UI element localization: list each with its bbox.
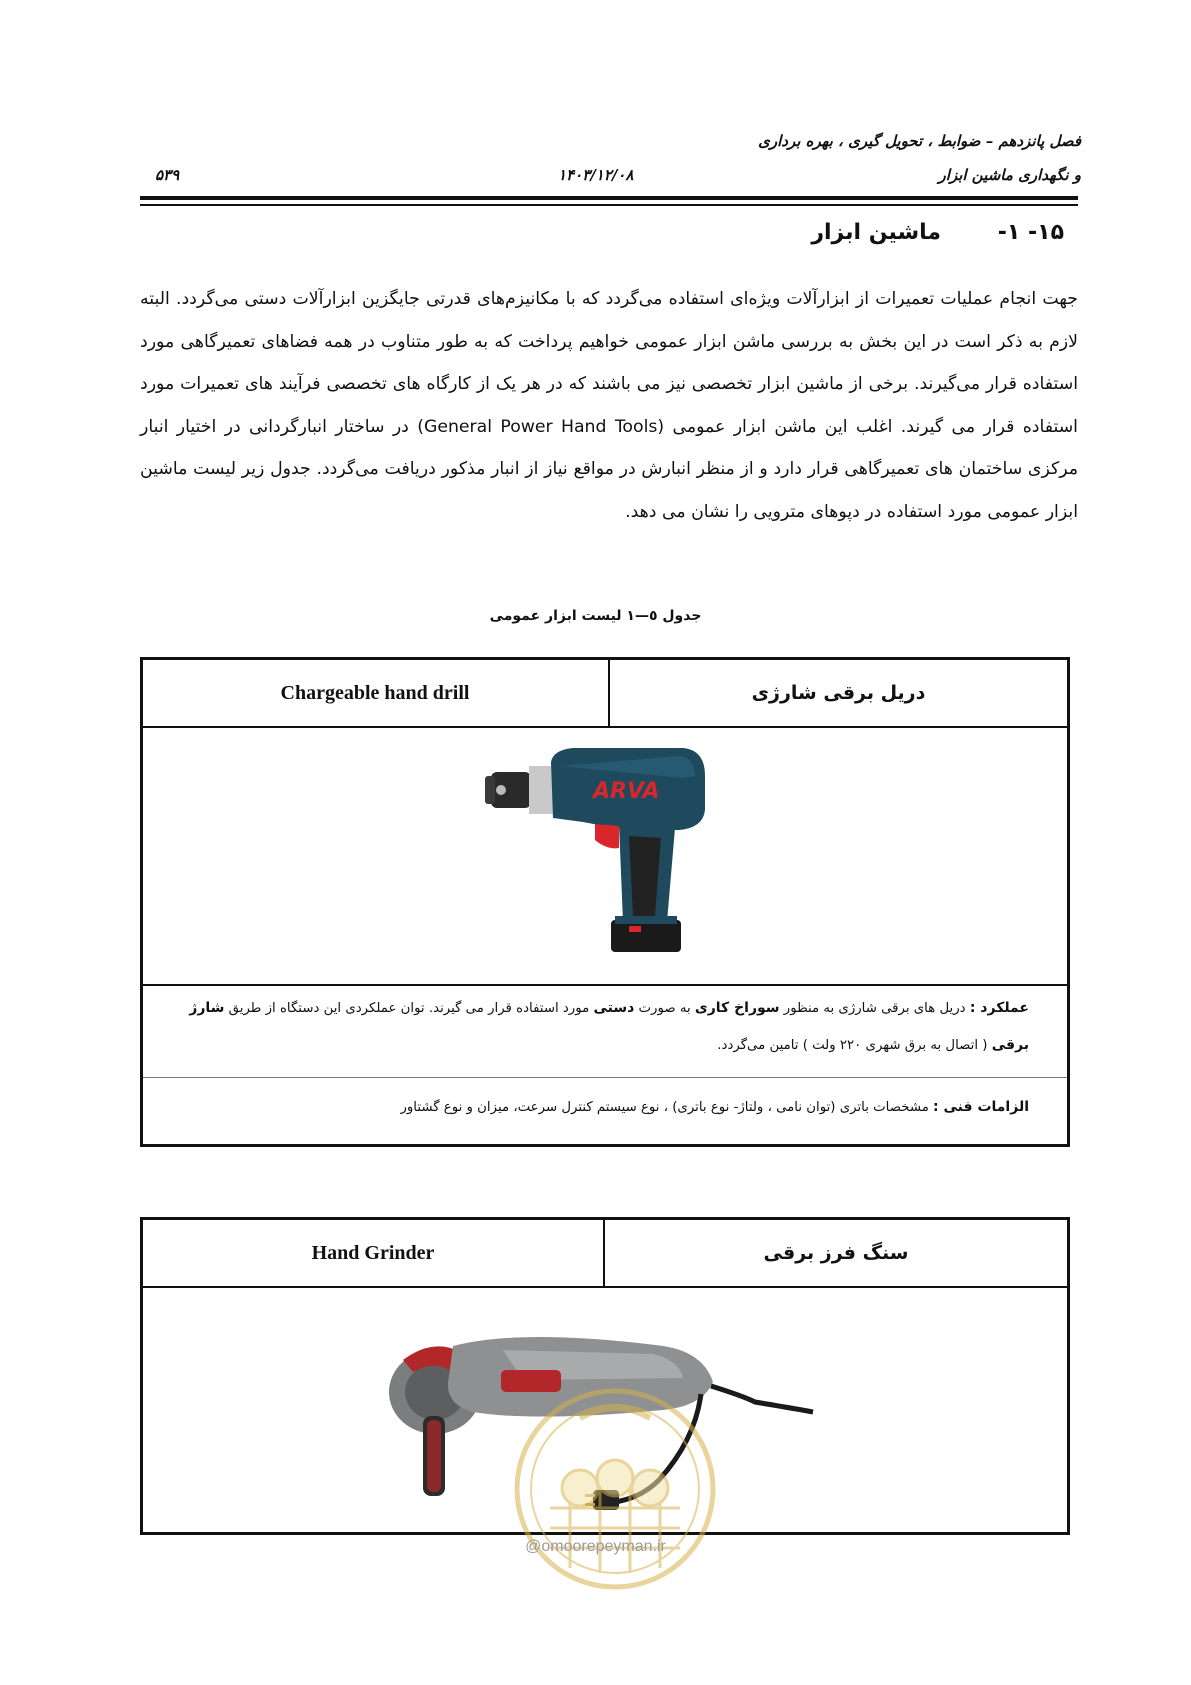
tool-name-en: Hand Grinder	[311, 1241, 435, 1264]
row-divider	[143, 984, 1067, 986]
body-paragraph: جهت انجام عملیات تعمیرات از ابزارآلات ویژه‌ای استفاده می‌گردد که با مکانیزم‌های قدرتی جایگزین ابزارآلات دستی می‌گردد. البته لازم به ذکر است در این بخش به بررسی ماشن ابزار عمومی خواهیم پرداخت که به طور متناوب در همه فضاهای تعمیرگاهی مورد استفاده قرار می‌گیرند. برخی از ماشین ابزار تخصصی نیز می باشند که در هر یک از کارگاه های تخصصی فرآیند های تعمیرات مورد استفاده قرار می گیرند. اغلب این ماشن ابزار عمومی (General Power Hand Tools) در ساختار انبارگردانی در اختیار انبار مرکزی ساختمان های تعمیرگاهی قرار دارد و از منظر انبارش در مواقع نیاز از انبار مذکور دریافت می‌گردد. جدول زیر لیست ماشین ابزار عمومی مورد استفاده در دپوهای مترویی را نشان می دهد.	[140, 289, 1078, 522]
row-divider	[143, 1286, 1067, 1288]
header-rule-thick	[140, 196, 1078, 200]
drill-brand-label: ARVA	[593, 779, 660, 804]
row-divider-thin	[143, 1077, 1067, 1078]
drill-image	[483, 736, 733, 966]
function-label: عملکرد :	[969, 1000, 1029, 1016]
table-caption: جدول ٥—١ لیست ابزار عمومی	[489, 608, 702, 624]
watermark-seal	[510, 1378, 720, 1600]
header-rule-thin	[140, 204, 1078, 206]
requirements-label: الزامات فنی :	[933, 1099, 1029, 1115]
tool-table-drill	[140, 657, 1070, 1147]
chapter-title-line1: فصل پانزدهم – ضوابط ، تحویل گیری ، بهره برداری	[758, 132, 1081, 150]
drill-function-text: عملکرد : دریل های برقی شارژی به منظور سوراخ کاری به صورت دستی مورد استفاده قرار می گیرند. توان عملکردی این دستگاه از طریق شارژ برقی ( اتصال به برق شهری ۲۲۰ ولت ) تامین می‌گردد.	[189, 1000, 1029, 1053]
page-number: ۵۳۹	[155, 166, 180, 184]
header-date: ۱۴۰۳/۱۲/۰۸	[558, 166, 634, 184]
watermark-site-label: @omoorepeyman.ir	[525, 1538, 666, 1555]
tool-name-fa: سنگ فرز برقی	[763, 1242, 909, 1264]
chapter-title-line2: و نگهداری ماشین ابزار	[938, 166, 1081, 184]
tool-name-en: Chargeable hand drill	[280, 681, 470, 704]
drill-requirements-text: الزامات فنی : مشخصات باتری (توان نامی ، ولتاژ- نوع باتری) ، نوع سیستم کنترل سرعت، میزان و نوع گشتاور	[400, 1099, 1029, 1115]
row-divider	[143, 726, 1067, 728]
section-title: ماشین ابزار	[811, 220, 941, 245]
tool-name-fa: دریل برقی شارژی	[751, 682, 926, 704]
section-number: ۱۵- ۱-	[997, 220, 1064, 245]
